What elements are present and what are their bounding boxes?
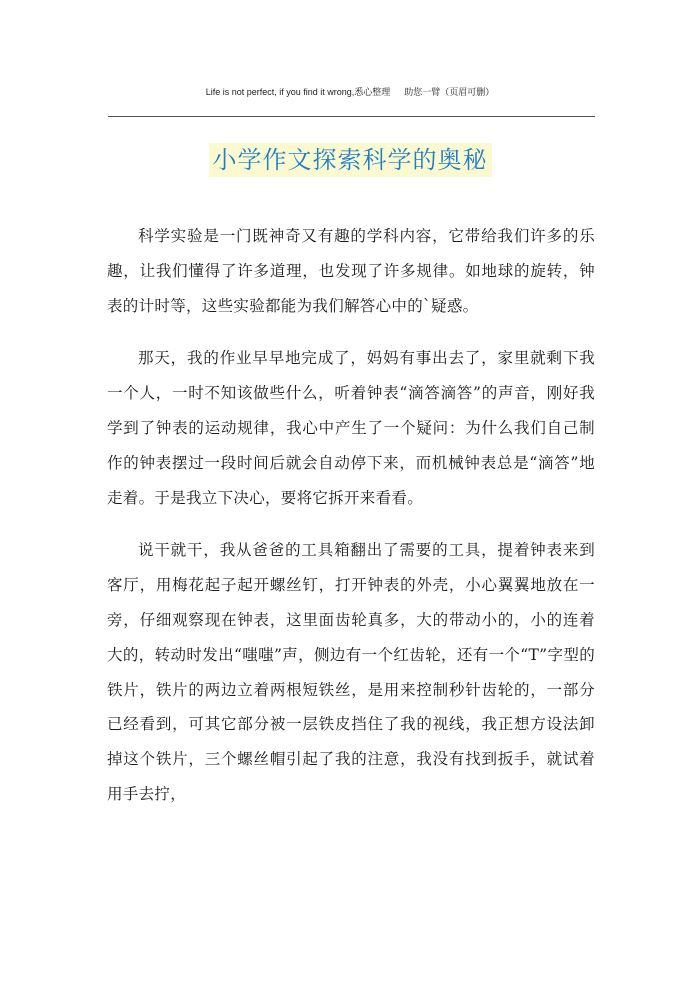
- paragraph-2: 那天，我的作业早早地完成了，妈妈有事出去了，家里就剩下我一个人，一时不知该做些什么，听着钟表“滴答滴答”的声音，刚好我学到了钟表的运动规律，我心中产生了一个疑问：为什么我们自己制作的钟表摆过一段时间后就会自动停下来，而机械钟表总是“滴答”地走着。于是我立下决心，要将它拆开来看看。: [107, 349, 595, 507]
- paragraph-3: 说干就干，我从爸爸的工具箱翻出了需要的工具，提着钟表来到客厅，用梅花起子起开螺丝钉，打开钟表的外壳，小心翼翼地放在一旁，仔细观察现在钟表，这里面齿轮真多，大的带动小的，小的连着大的，转动时发出“嗤嗤”声，侧边有一个红齿轮，还有一个“T”字型的铁片，铁片的两边立着两根短铁丝，是用来控制秒针齿轮的，一部分已经看到，可其它部分被一层铁皮挡住了我的视线，我正想方设法卸掉这个铁片，三个螺丝帽引起了我的注意，我没有找到扳手，就试着用手去拧，: [107, 541, 595, 803]
- header-rule: [108, 116, 595, 117]
- title-text: 小学作文探索科学的奥秘: [209, 143, 492, 177]
- document-title: [0, 143, 700, 177]
- document-body: [107, 219, 595, 830]
- header-left-text: Life is not perfect, if you find it wrong,悉心整理: [205, 87, 391, 97]
- header-right-text: 助您一臂（页眉可删）: [404, 87, 495, 97]
- page-header: [0, 86, 700, 98]
- paragraph-1: 科学实验是一门既神奇又有趣的学科内容，它带给我们许多的乐趣，让我们懂得了许多道理，也发现了许多规律。如地球的旋转，钟表的计时等，这些实验都能为我们解答心中的`疑惑。: [107, 227, 595, 315]
